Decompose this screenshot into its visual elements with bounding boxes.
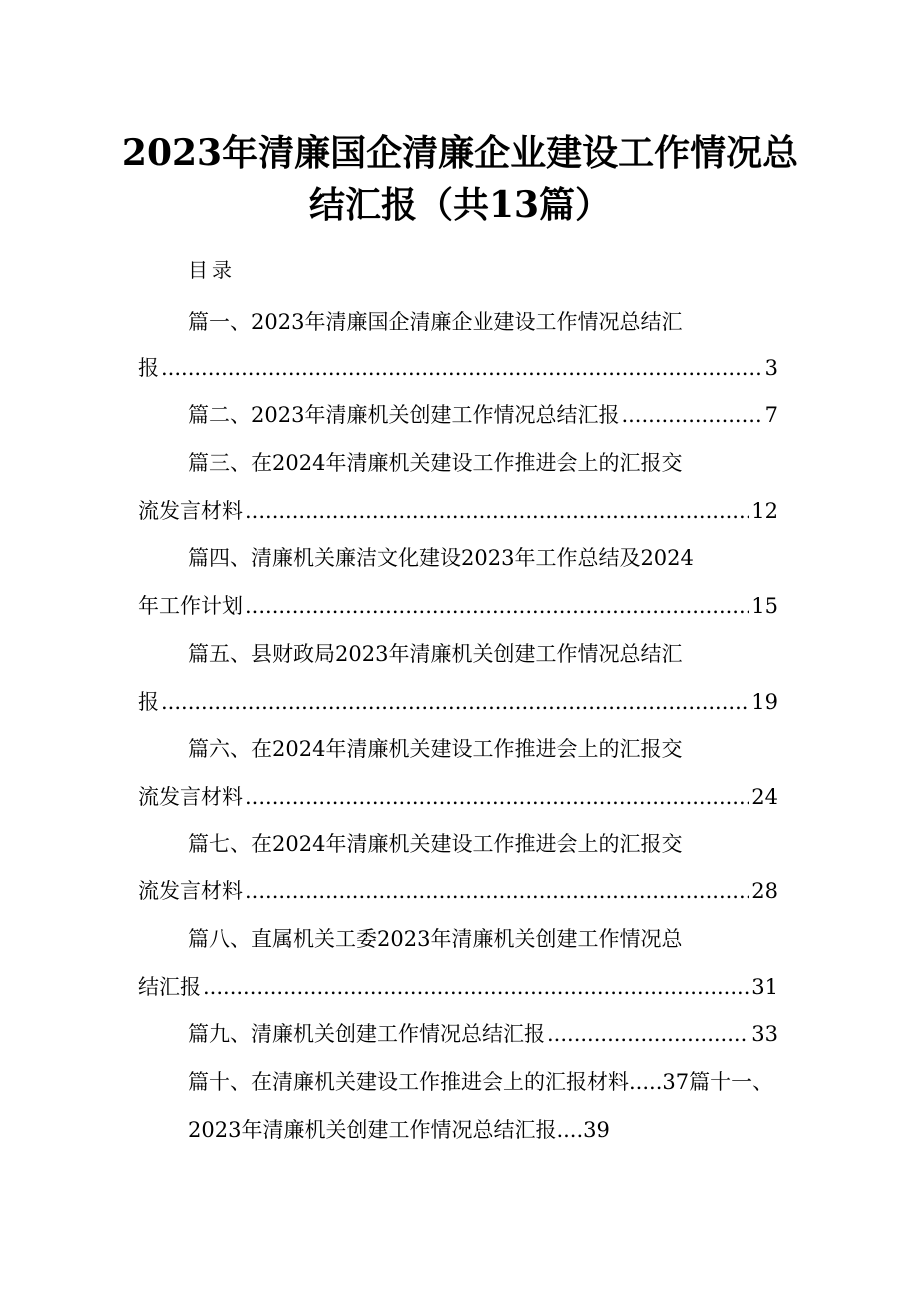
toc-entry-7-continuation[interactable] <box>138 873 778 909</box>
toc-entry-7-line[interactable]: 篇七、在2024年清廉机关建设工作推进会上的汇报交 <box>188 832 683 856</box>
toc-entry-8-line[interactable]: 篇八、直属机关工委2023年清廉机关创建工作情况总 <box>188 927 683 951</box>
toc-entry-6-continuation[interactable] <box>138 779 778 815</box>
toc-entry-9[interactable] <box>188 1016 778 1052</box>
toc-entry-3-line[interactable]: 篇三、在2024年清廉机关建设工作推进会上的汇报交 <box>188 451 683 475</box>
toc-entry-text: 流发言材料 <box>138 785 243 809</box>
dot-leader <box>621 397 762 433</box>
toc-entry-text: 年工作计划 <box>138 594 243 618</box>
toc-page-number: 33 <box>751 1022 778 1046</box>
toc-entry-10-11-line[interactable]: 篇十、在清廉机关建设工作推进会上的汇报材料.....37篇十一、 <box>188 1070 774 1094</box>
document-title-line-2: 结汇报（共13篇） <box>308 184 612 226</box>
toc-page-number: 3 <box>764 356 778 380</box>
toc-page-number: 24 <box>751 785 778 809</box>
toc-entry-text: 报 <box>138 690 159 714</box>
dot-leader <box>161 350 763 386</box>
toc-entry-text: 流发言材料 <box>138 879 243 903</box>
toc-entry-text: 篇九、清廉机关创建工作情况总结汇报 <box>188 1022 545 1046</box>
dot-leader <box>245 873 749 909</box>
toc-entry-2[interactable] <box>188 397 778 433</box>
toc-entry-text: 篇二、2023年清廉机关创建工作情况总结汇报 <box>188 403 620 427</box>
toc-entry-8-continuation[interactable] <box>138 969 778 1005</box>
toc-page-number: 31 <box>751 975 778 999</box>
dot-leader <box>245 588 749 624</box>
toc-page-number: 28 <box>751 879 778 903</box>
toc-entry-5-continuation[interactable] <box>138 684 778 720</box>
document-title-line-1: 2023年清廉国企清廉企业建设工作情况总 <box>121 132 799 174</box>
toc-page-number: 12 <box>751 499 778 523</box>
dot-leader <box>245 493 749 529</box>
toc-entry-text: 报 <box>138 356 159 380</box>
toc-page-number: 19 <box>751 690 778 714</box>
toc-page-number: 15 <box>751 594 778 618</box>
toc-entry-4-continuation[interactable] <box>138 588 778 624</box>
toc-entry-text: 流发言材料 <box>138 499 243 523</box>
toc-entry-4-line[interactable]: 篇四、清廉机关廉洁文化建设2023年工作总结及2024 <box>188 546 694 570</box>
dot-leader <box>245 779 749 815</box>
toc-entry-1-line[interactable]: 篇一、2023年清廉国企清廉企业建设工作情况总结汇 <box>188 310 683 334</box>
toc-entry-11-continuation[interactable]: 2023年清廉机关创建工作情况总结汇报....39 <box>188 1118 610 1142</box>
toc-entry-text: 结汇报 <box>138 975 201 999</box>
toc-entry-6-line[interactable]: 篇六、在2024年清廉机关建设工作推进会上的汇报交 <box>188 737 683 761</box>
dot-leader <box>161 684 749 720</box>
toc-heading: 目录 <box>188 258 236 282</box>
dot-leader <box>547 1016 749 1052</box>
toc-page-number: 7 <box>764 403 778 427</box>
toc-entry-3-continuation[interactable] <box>138 493 778 529</box>
toc-entry-1-continuation[interactable] <box>138 350 778 386</box>
dot-leader <box>203 969 749 1005</box>
toc-entry-5-line[interactable]: 篇五、县财政局2023年清廉机关创建工作情况总结汇 <box>188 642 683 666</box>
